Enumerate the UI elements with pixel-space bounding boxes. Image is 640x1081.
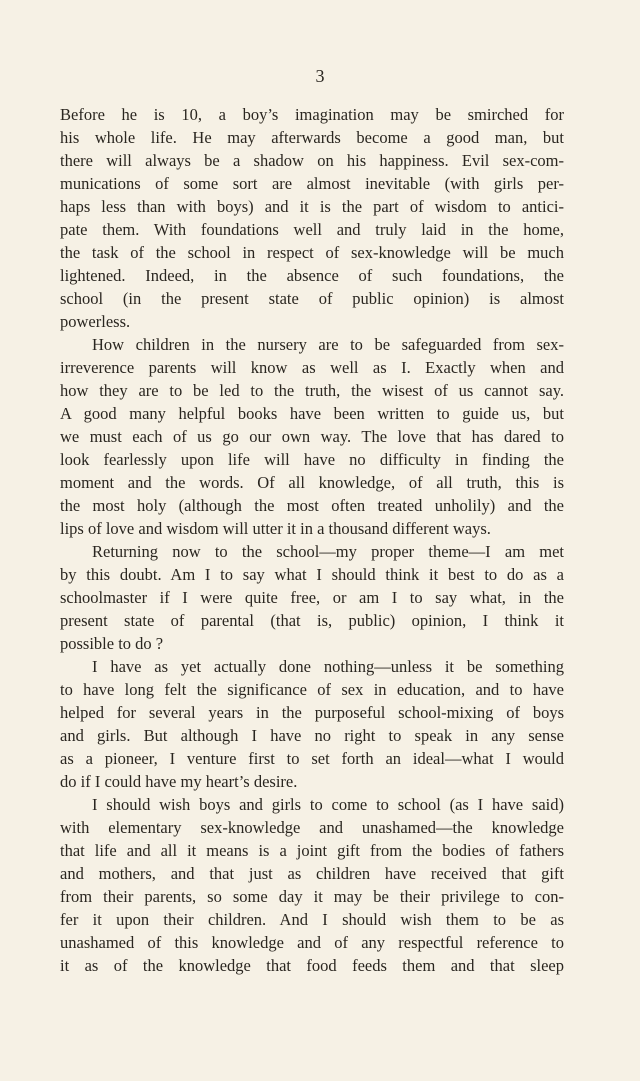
text-line: Before he is 10, a boy’s imagination may be smirched for	[60, 105, 564, 124]
text-line: unashamed of this knowledge and of any respectful reference to	[60, 933, 564, 952]
text-line: haps less than with boys) and it is the part of wisdom to antici-	[60, 197, 564, 216]
text-line: A good many helpful books have been written to guide us, but	[60, 404, 564, 423]
text-line: schoolmaster if I were quite free, or am I to say what, in the	[60, 588, 564, 607]
text-line: present state of parental (that is, public) opinion, I think it	[60, 611, 564, 630]
text-line: do if I could have my heart’s desire.	[60, 772, 298, 791]
text-line: pate them. With foundations well and truly laid in the home,	[60, 220, 564, 239]
body-text	[60, 103, 564, 977]
text-line: the most holy (although the most often treated unholily) and the	[60, 496, 564, 515]
text-line: with elementary sex-knowledge and unashamed—the knowledge	[60, 818, 564, 837]
text-line: possible to do ?	[60, 634, 164, 653]
text-line: powerless.	[60, 312, 131, 331]
text-line: his whole life. He may afterwards become a good man, but	[60, 128, 564, 147]
text-line: the task of the school in respect of sex-knowledge will be much	[60, 243, 564, 262]
text-line: moment and the words. Of all knowledge, of all truth, this is	[60, 473, 564, 492]
text-line: school (in the present state of public opinion) is almost	[60, 289, 564, 308]
text-line: lips of love and wisdom will utter it in a thousand different ways.	[60, 519, 491, 538]
paragraph-5	[60, 793, 564, 977]
text-line: as a pioneer, I venture first to set forth an ideal—what I would	[60, 749, 564, 768]
text-line: munications of some sort are almost inevitable (with girls per-	[60, 174, 564, 193]
text-line: I have as yet actually done nothing—unless it be something	[92, 657, 564, 676]
text-line: from their parents, so some day it may be their privilege to con-	[60, 887, 564, 906]
text-line: there will always be a shadow on his happiness. Evil sex-com-	[60, 151, 564, 170]
text-line: that life and all it means is a joint gift from the bodies of fathers	[60, 841, 564, 860]
paragraph-1	[60, 103, 564, 333]
text-line: I should wish boys and girls to come to school (as I have said)	[92, 795, 564, 814]
text-line: fer it upon their children. And I should wish them to be as	[60, 910, 564, 929]
paragraph-2	[60, 333, 564, 540]
text-line: How children in the nursery are to be safeguarded from sex-	[92, 335, 564, 354]
text-line: Returning now to the school—my proper theme—I am met	[92, 542, 564, 561]
text-line: helped for several years in the purposeful school-mixing of boys	[60, 703, 564, 722]
paragraph-3	[60, 540, 564, 655]
text-line: and girls. But although I have no right to speak in any sense	[60, 726, 564, 745]
text-line: irreverence parents will know as well as I. Exactly when and	[60, 358, 564, 377]
text-line: we must each of us go our own way. The love that has dared to	[60, 427, 564, 446]
text-line: by this doubt. Am I to say what I should think it best to do as a	[60, 565, 564, 584]
text-line: to have long felt the significance of sex in education, and to have	[60, 680, 564, 699]
text-line: look fearlessly upon life will have no difficulty in finding the	[60, 450, 564, 469]
text-line: it as of the knowledge that food feeds them and that sleep	[60, 956, 564, 975]
text-line: lightened. Indeed, in the absence of such foundations, the	[60, 266, 564, 285]
text-line: how they are to be led to the truth, the wisest of us cannot say.	[60, 381, 564, 400]
paragraph-4	[60, 655, 564, 793]
text-line: and mothers, and that just as children have received that gift	[60, 864, 564, 883]
page-number: 3	[315, 66, 325, 86]
